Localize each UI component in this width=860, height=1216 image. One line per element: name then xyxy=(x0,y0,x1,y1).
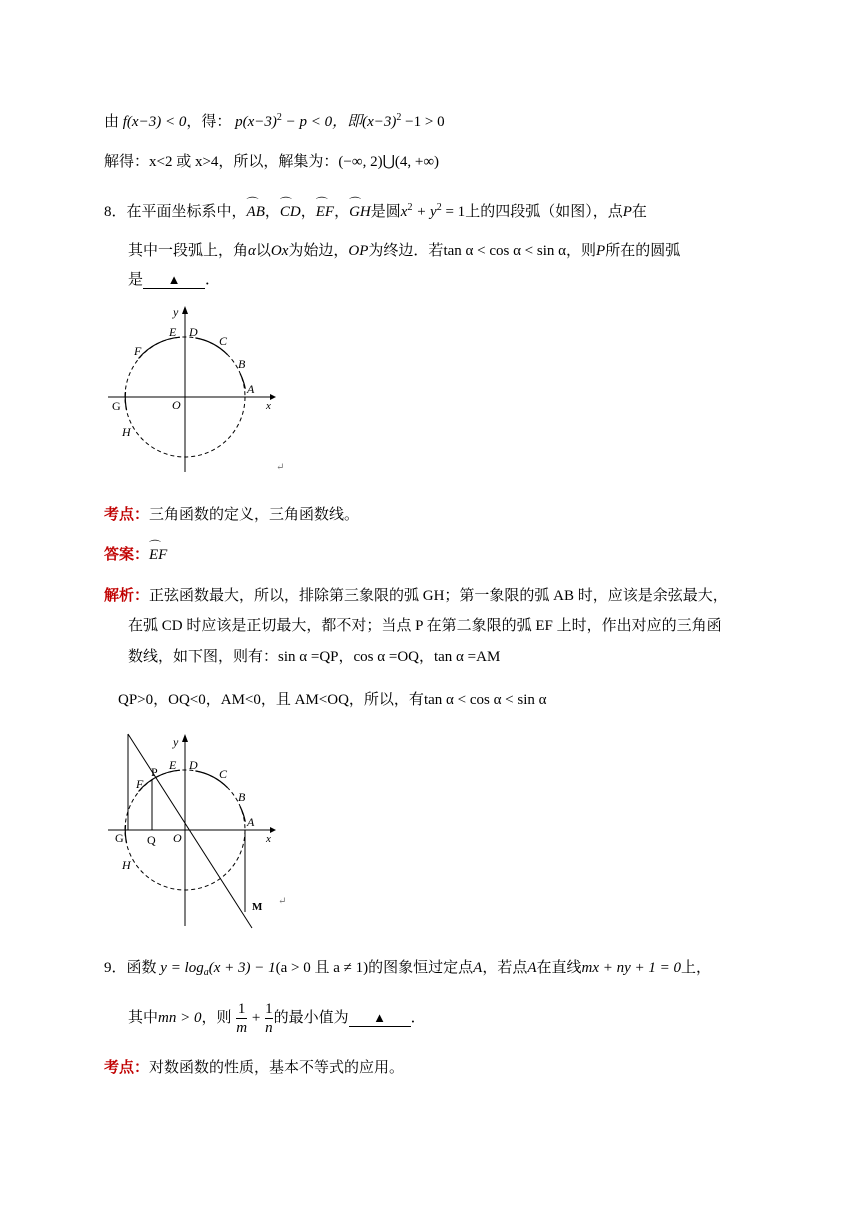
question-9-line-1: 9．函数 $y = \log_a(x + 3) - 1(a > 0$ 且 a ≠ 1)的图象恒过定点A，若点A在直线mx + ny + 1 = 0上， xyxy=(104,960,712,978)
x-arrow xyxy=(270,394,276,400)
question-8-line-3: 是 ▲ ． xyxy=(128,272,221,288)
label-c: C xyxy=(219,334,228,348)
answer-blank: ▲ xyxy=(143,272,205,289)
y-arrow xyxy=(182,734,188,742)
derivation-line: 由 f(x−3) < 0，得： $p(x-3)^2 - p < 0$，即$(x-3)^2 -1 > 0$ xyxy=(104,112,445,130)
label-e: E xyxy=(169,325,177,339)
trig-lines-figure xyxy=(100,730,300,930)
label-m: M xyxy=(252,901,263,913)
solution-set-line: 解得：x<2 或 x>4，所以，解集为：(−∞, 2)⋃(4, +∞) xyxy=(104,154,440,170)
label-h: H xyxy=(122,425,131,439)
label-y: y xyxy=(173,305,179,319)
label-g: G xyxy=(112,399,121,413)
x-arrow xyxy=(270,827,276,833)
jiexi-8-line-1: 解析：正弦函数最大，所以，排除第三象限的弧 GH；第一象限的弧 AB 时，应该是余弦最大， xyxy=(104,588,728,604)
label-o: O xyxy=(173,831,182,845)
label-d: D xyxy=(189,758,198,772)
label-f: F xyxy=(134,344,142,358)
kaodian-8: 考点：三角函数的定义，三角函数线。 xyxy=(104,507,360,523)
label-p: P xyxy=(151,765,158,779)
label-y: y xyxy=(173,735,179,749)
label-a: A xyxy=(247,382,255,396)
question-9-line-2: 其中mn > 0，则 $\frac{1}{m}$ + $\frac{1}{n}$ 的最小值为 ▲ ． xyxy=(128,1001,426,1037)
fraction-1-over-m: $\frac{1}{m}$ xyxy=(236,1001,248,1037)
label-h: H xyxy=(122,858,131,872)
label-f: F xyxy=(136,777,144,791)
label-c: C xyxy=(219,767,228,781)
fraction-1-over-n: $\frac{1}{n}$ xyxy=(265,1001,273,1037)
label-b: B xyxy=(238,357,246,371)
unit-circle-figure xyxy=(100,300,300,480)
arc-solid-ef xyxy=(139,337,181,358)
arc-solid-ef xyxy=(139,770,181,791)
return-mark: ↵ xyxy=(276,462,285,473)
question-8-line-2: 其中一段弧上，角α以Ox为始边，OP为终边．若tan α < cos α < sin α，则P所在的圆弧 xyxy=(128,243,681,259)
return-mark: ↵ xyxy=(278,896,287,907)
y-arrow xyxy=(182,306,188,314)
label-q: Q xyxy=(147,833,156,847)
label-o: O xyxy=(172,398,181,412)
jiexi-8-line-2: 在弧 CD 时应该是正切最大，都不对；当点 P 在第二象限的弧 EF 上时，作出对应的三角函 xyxy=(128,618,722,634)
daan-8: 答案：⌒ EF xyxy=(104,545,167,565)
label-x: x xyxy=(266,833,271,845)
jiexi-8-line-3: 数线，如下图，则有：sin α =QP，cos α =OQ，tan α =AM xyxy=(128,649,501,665)
label-x: x xyxy=(266,400,271,412)
answer-blank: ▲ xyxy=(349,1010,411,1027)
question-8-line-1: 8．在平面坐标系中，⌒ AB，⌒ CD，⌒ EF，⌒ GH是圆$x^2 + y^2 = 1$上的四段弧（如图），点P在 xyxy=(104,202,647,222)
jiexi-8-line-4: QP>0，OQ<0，AM<0，且 AM<OQ，所以，有tan α < cos α < sin α xyxy=(118,692,547,708)
label-a: A xyxy=(247,815,255,829)
label-e: E xyxy=(169,758,177,772)
label-d: D xyxy=(189,325,198,339)
label-b: B xyxy=(238,790,246,804)
label-g: G xyxy=(115,831,124,845)
kaodian-9: 考点：对数函数的性质，基本不等式的应用。 xyxy=(104,1060,405,1076)
